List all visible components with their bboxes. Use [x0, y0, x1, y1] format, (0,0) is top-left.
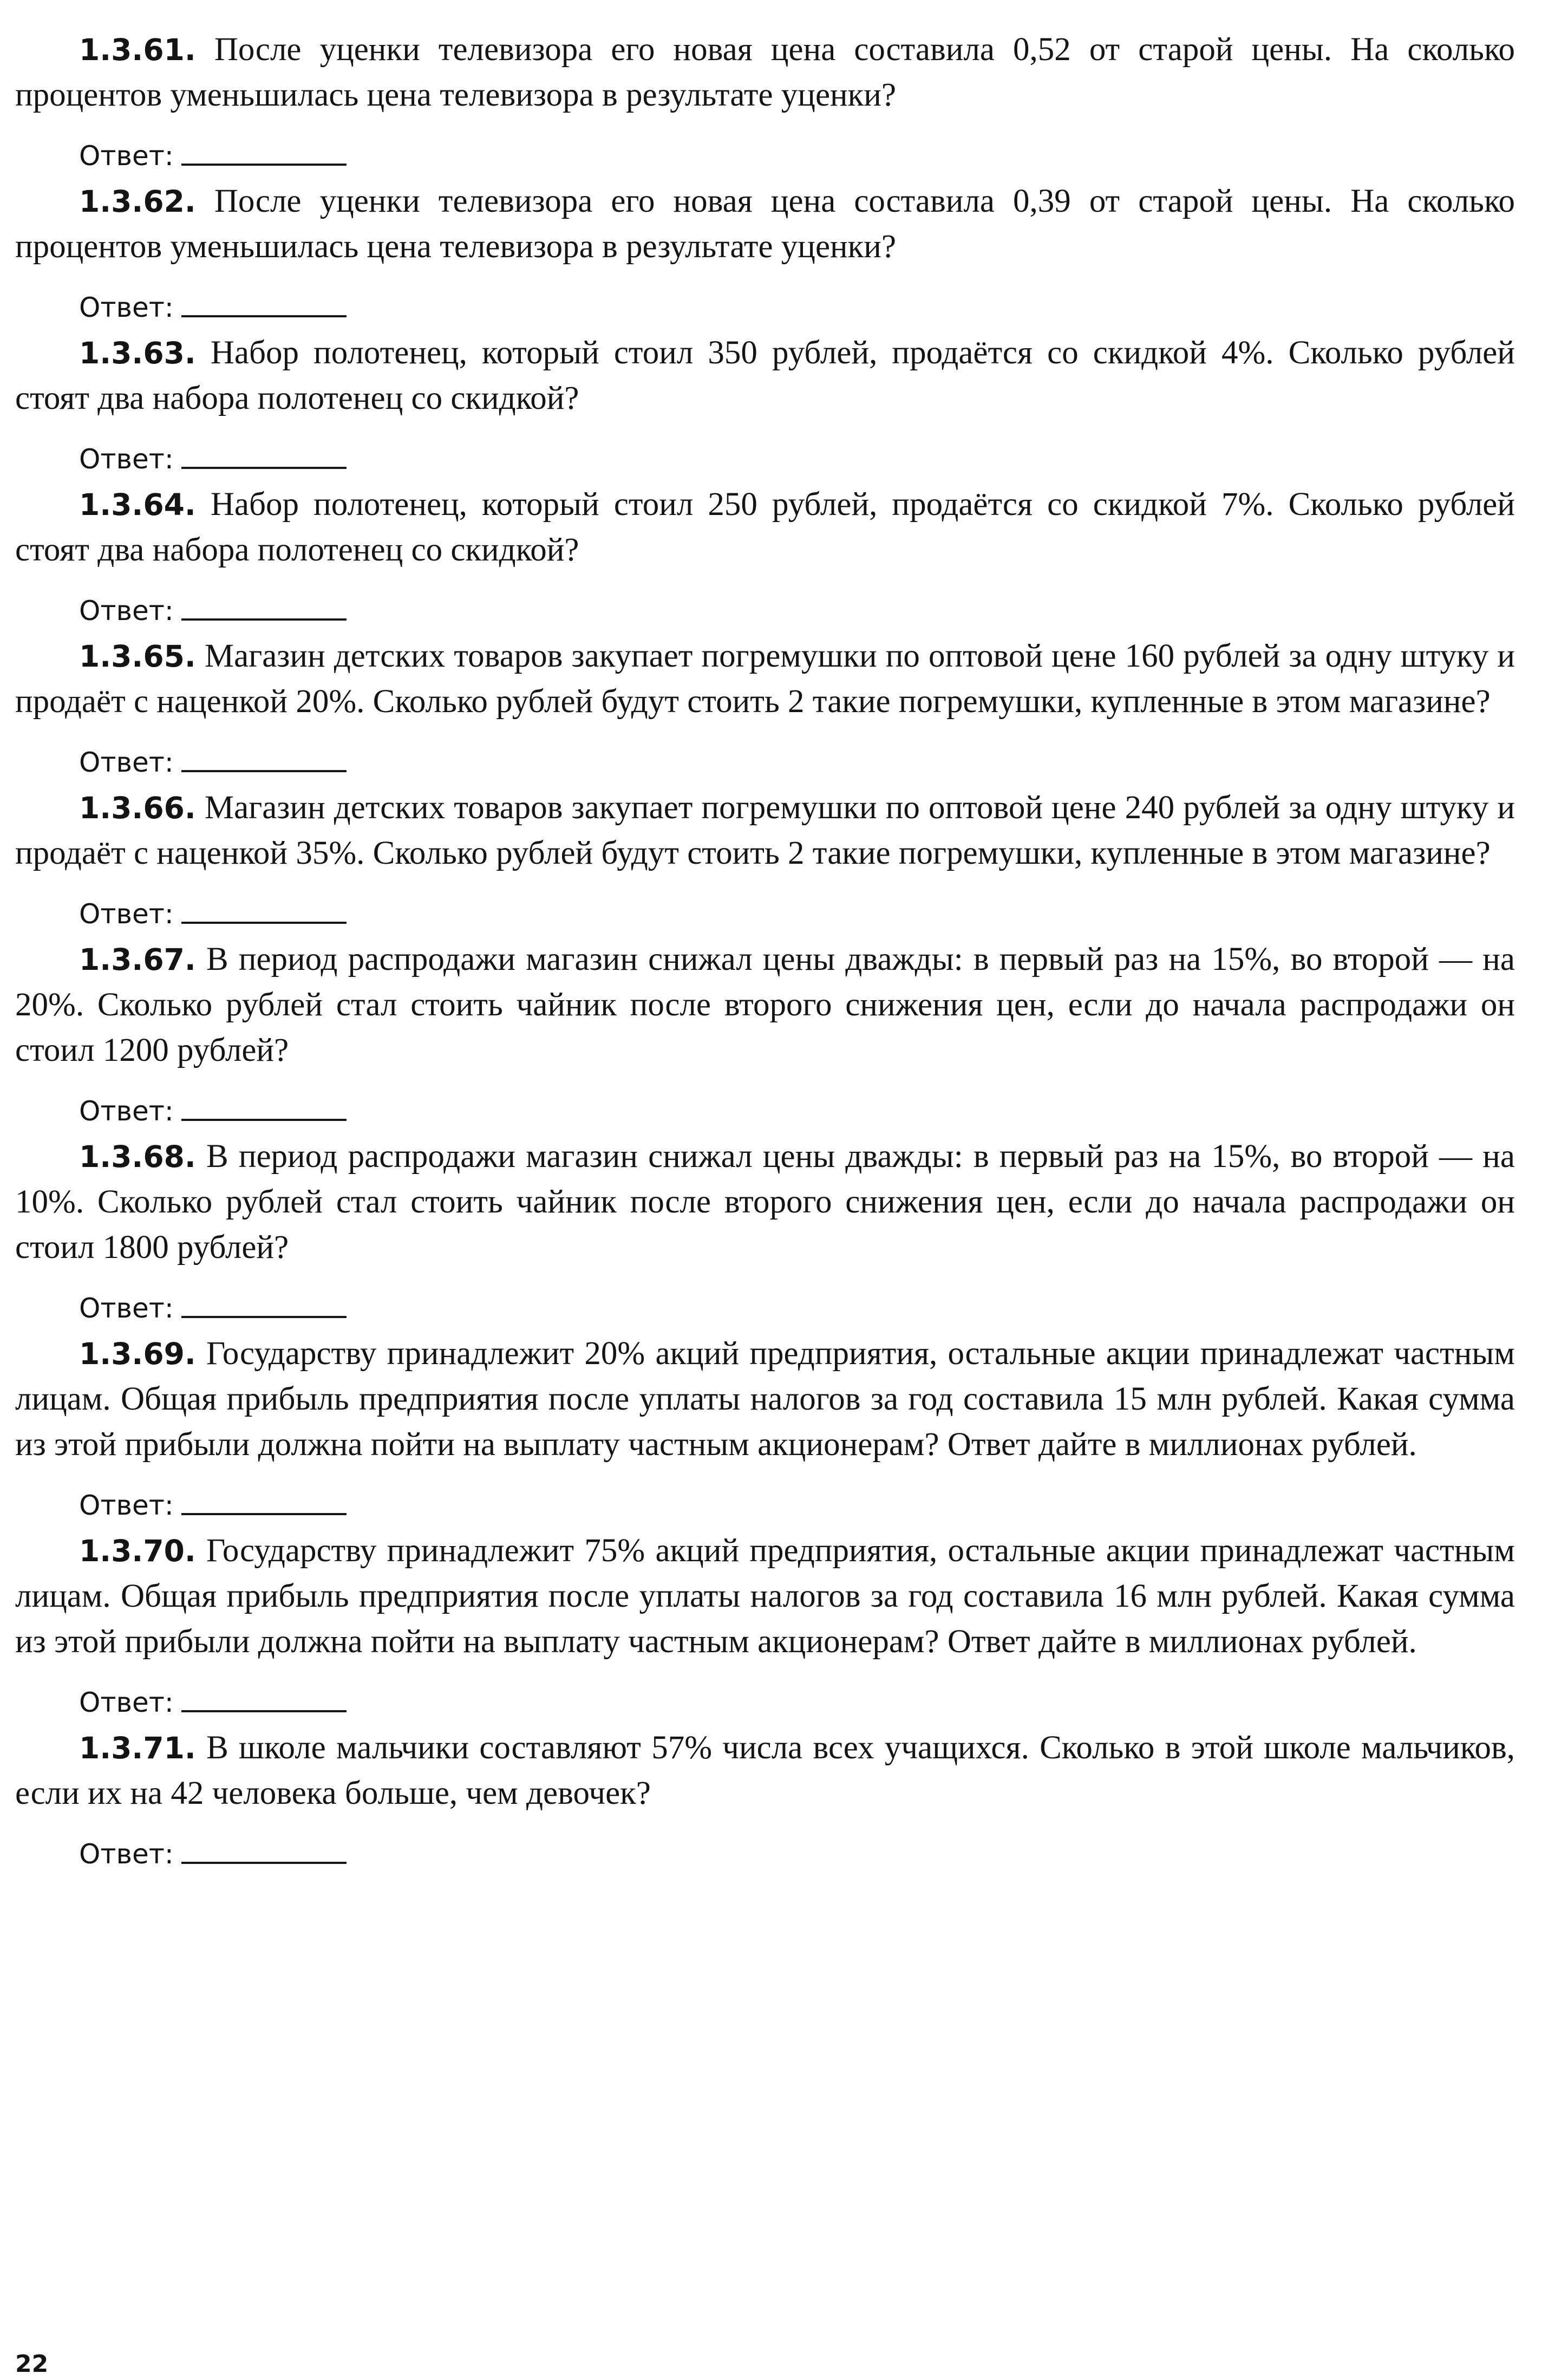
answer-blank[interactable]: [181, 164, 347, 166]
answer-label: Ответ:: [79, 140, 174, 172]
problem-1-3-68: [15, 1134, 1515, 1325]
answer-blank[interactable]: [181, 315, 347, 317]
problem-number: 1.3.65.: [79, 639, 196, 674]
problem-statement: Магазин детских товаров закупает погремушки по оптовой цене 160 рублей за одну штуку и продаёт с наценкой 20%. Сколько рублей будут стоить 2 такие погремушки, купленные в этом магазине?: [15, 638, 1515, 720]
problem-1-3-61: [15, 27, 1515, 172]
problem-text: [15, 482, 1515, 573]
answer-label: Ответ:: [79, 1096, 174, 1127]
problem-text: [15, 330, 1515, 421]
problem-text: [15, 1331, 1515, 1468]
problem-number: 1.3.71.: [79, 1731, 196, 1765]
problem-text: [15, 937, 1515, 1073]
problem-1-3-63: [15, 330, 1515, 475]
answer-row: [79, 730, 1515, 779]
problem-text: [15, 634, 1515, 725]
answer-label: Ответ:: [79, 747, 174, 778]
answer-blank[interactable]: [181, 922, 347, 924]
problem-text: [15, 1725, 1515, 1816]
problem-number: 1.3.61.: [79, 32, 196, 67]
answer-row: [79, 882, 1515, 930]
problem-text: [15, 27, 1515, 118]
answer-label: Ответ:: [79, 1293, 174, 1324]
answer-row: [79, 1473, 1515, 1522]
answer-row: [79, 275, 1515, 324]
answer-blank[interactable]: [181, 1862, 347, 1864]
answer-blank[interactable]: [181, 770, 347, 772]
problem-number: 1.3.64.: [79, 487, 196, 522]
problem-statement: В школе мальчики составляют 57% числа всех учащихся. Сколько в этой школе мальчиков, если их на 42 человека больше, чем девочек?: [15, 1730, 1515, 1811]
problem-1-3-66: [15, 785, 1515, 930]
problem-statement: Магазин детских товаров закупает погремушки по оптовой цене 240 рублей за одну штуку и продаёт с наценкой 35%. Сколько рублей будут стоить 2 такие погремушки, купленные в этом магазине?: [15, 790, 1515, 871]
problem-statement: После уценки телевизора его новая цена составила 0,52 от старой цены. На сколько процентов уменьшилась цена телевизора в результате уценки?: [15, 31, 1515, 113]
problem-1-3-71: [15, 1725, 1515, 1870]
problem-1-3-69: [15, 1331, 1515, 1522]
problem-statement: В период распродажи магазин снижал цены дважды: в первый раз на 15%, во второй — на 10%. Сколько рублей стал стоить чайник после второго снижения цен, если до начала распродажи он стоил 1800 рублей?: [15, 1138, 1515, 1266]
answer-row: [79, 1822, 1515, 1870]
page-number: 22: [15, 2350, 49, 2378]
problem-number: 1.3.68.: [79, 1139, 196, 1174]
problem-1-3-62: [15, 179, 1515, 324]
problem-number: 1.3.66.: [79, 791, 196, 825]
problem-number: 1.3.70.: [79, 1534, 196, 1568]
problem-statement: После уценки телевизора его новая цена составила 0,39 от старой цены. На сколько процентов уменьшилась цена телевизора в результате уценки?: [15, 183, 1515, 265]
answer-label: Ответ:: [79, 898, 174, 930]
answer-row: [79, 578, 1515, 627]
answer-label: Ответ:: [79, 1490, 174, 1521]
problem-text: [15, 179, 1515, 270]
answer-label: Ответ:: [79, 1687, 174, 1718]
problem-text: [15, 1528, 1515, 1665]
answer-row: [79, 1079, 1515, 1127]
answer-blank[interactable]: [181, 467, 347, 469]
answer-row: [79, 1276, 1515, 1325]
answer-label: Ответ:: [79, 444, 174, 475]
problem-1-3-67: [15, 937, 1515, 1127]
answer-label: Ответ:: [79, 595, 174, 627]
problem-number: 1.3.67.: [79, 942, 196, 977]
problem-number: 1.3.62.: [79, 184, 196, 219]
answer-blank[interactable]: [181, 1513, 347, 1515]
problem-statement: Набор полотенец, который стоил 350 рублей, продаётся со скидкой 4%. Сколько рублей стоят два набора полотенец со скидкой?: [15, 335, 1515, 416]
answer-label: Ответ:: [79, 1838, 174, 1870]
problem-statement: Государству принадлежит 20% акций предприятия, остальные акции принадлежат частным лицам. Общая прибыль предприятия после уплаты налогов за год составила 15 млн рублей. Какая сумма из этой прибыли должна пойти на выплату частным акционерам? Ответ дайте в миллионах рублей.: [15, 1335, 1515, 1463]
answer-label: Ответ:: [79, 292, 174, 323]
worksheet-page: [15, 27, 1515, 1877]
problem-statement: Набор полотенец, который стоил 250 рублей, продаётся со скидкой 7%. Сколько рублей стоят два набора полотенец со скидкой?: [15, 486, 1515, 568]
answer-blank[interactable]: [181, 1119, 347, 1121]
problem-1-3-65: [15, 634, 1515, 779]
problem-statement: В период распродажи магазин снижал цены дважды: в первый раз на 15%, во второй — на 20%. Сколько рублей стал стоить чайник после второго снижения цен, если до начала распродажи он стоил 1200 рублей?: [15, 941, 1515, 1068]
problem-statement: Государству принадлежит 75% акций предприятия, остальные акции принадлежат частным лицам. Общая прибыль предприятия после уплаты налогов за год составила 16 млн рублей. Какая сумма из этой прибыли должна пойти на выплату частным акционерам? Ответ дайте в миллионах рублей.: [15, 1533, 1515, 1660]
answer-row: [79, 1670, 1515, 1719]
answer-blank[interactable]: [181, 618, 347, 621]
answer-row: [79, 123, 1515, 172]
answer-blank[interactable]: [181, 1710, 347, 1712]
problem-number: 1.3.63.: [79, 336, 196, 370]
problem-text: [15, 785, 1515, 876]
answer-row: [79, 427, 1515, 475]
problem-text: [15, 1134, 1515, 1270]
problem-number: 1.3.69.: [79, 1336, 196, 1371]
problem-1-3-64: [15, 482, 1515, 627]
answer-blank[interactable]: [181, 1316, 347, 1318]
problem-1-3-70: [15, 1528, 1515, 1719]
